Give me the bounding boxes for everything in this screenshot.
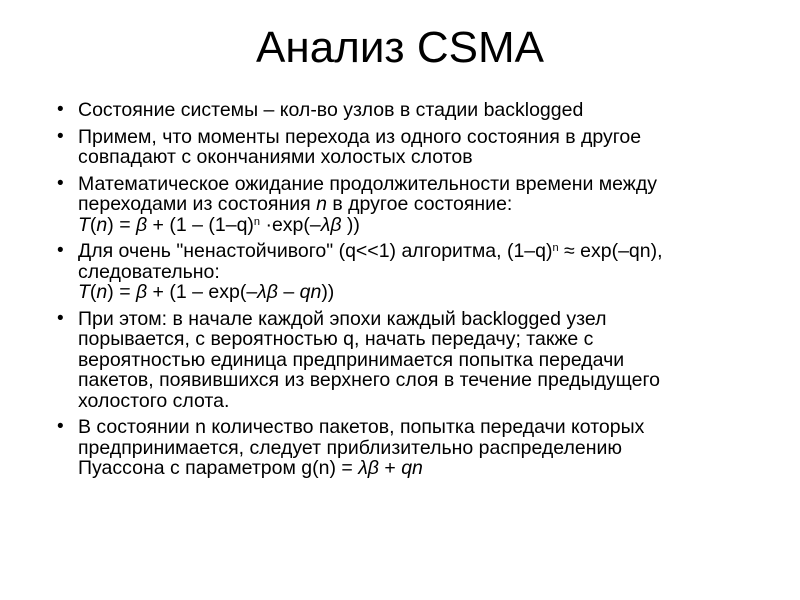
formula-lambda-beta: λβ: [257, 281, 278, 303]
bullet-item-6: [57, 416, 768, 479]
bullet-text: холостого слота.: [78, 389, 230, 412]
bullet-text: В состоянии n количество пакетов, попытка передачи которых: [78, 416, 645, 438]
formula-T: T: [78, 281, 90, 303]
formula-part: )): [341, 213, 360, 236]
bullet-text-line: [78, 241, 768, 262]
bullet-text: Состояние системы – кол-во узлов в стадии backlogged: [78, 99, 584, 121]
formula-part: +: [378, 457, 402, 479]
formula-lambda-beta: λβ: [358, 457, 379, 479]
formula-T: T: [78, 213, 90, 236]
bullet-dot: •: [57, 125, 64, 147]
text-run: переходами из состояния: [78, 193, 317, 215]
bullet-list: [57, 99, 768, 485]
bullet-dot: •: [57, 240, 64, 261]
text-run: в другое состояние:: [326, 193, 513, 215]
bullet-item-4: [57, 240, 768, 303]
bullet-text: порывается, с вероятностью q, начать передачу; также с: [78, 328, 594, 350]
formula-part: (: [89, 213, 97, 236]
formula-superscript: n: [552, 242, 559, 254]
bullet-dot: •: [57, 99, 64, 120]
formula-part: ) =: [107, 213, 136, 236]
bullet-text: пакетов, появившихся из верхнего слоя в течение предыдущего: [78, 369, 660, 391]
bullet-text: Математическое ожидание продолжительности времени между: [78, 172, 657, 195]
formula-part: ) =: [107, 281, 136, 303]
bullet-text: Примем, что моменты перехода из одного состояния в другое: [78, 125, 642, 148]
formula-part: (: [89, 281, 97, 303]
bullet-dot: •: [57, 172, 64, 194]
bullet-item-5: [57, 307, 768, 412]
formula-n: n: [96, 281, 108, 303]
variable-n: n: [316, 193, 327, 215]
formula-qn: qn: [401, 457, 423, 479]
bullet-dot: •: [57, 416, 64, 437]
formula-part: + (1 – (1–q): [147, 213, 254, 236]
formula-line: [78, 215, 768, 236]
bullet-text: совпадают с окончаниями холостых слотов: [78, 146, 473, 168]
formula-line: [78, 282, 768, 303]
formula-part: + (1 – exp(–: [147, 281, 258, 303]
bullet-text-line: [78, 458, 768, 479]
bullet-text-line: [78, 194, 768, 215]
formula-n: n: [96, 213, 108, 236]
bullet-item-1: [57, 99, 768, 121]
bullet-text: При этом: в начале каждой эпохи каждый backlogged узел: [78, 307, 607, 330]
formula-part: ·exp(–: [260, 213, 321, 236]
formula-qn: qn: [299, 281, 322, 303]
formula-beta: β: [136, 281, 148, 303]
formula-lambda-beta: λβ: [320, 213, 342, 236]
bullet-item-2: [57, 125, 768, 168]
bullet-item-3: [57, 172, 768, 236]
slide-title: Анализ CSMA: [256, 23, 544, 72]
formula-beta: β: [136, 213, 148, 236]
formula-part: )): [321, 281, 335, 303]
formula-part: –: [277, 281, 300, 303]
bullet-dot: •: [57, 307, 64, 329]
bullet-text: вероятностью единица предпринимается попытка передачи: [78, 348, 625, 371]
text-run: ≈ exp(–qn),: [558, 240, 663, 262]
formula-superscript: n: [253, 215, 261, 228]
text-run: Пуассона с параметром g(n) =: [78, 457, 359, 479]
bullet-text: предпринимается, следует приблизительно распределению: [78, 436, 622, 459]
text-run: Для очень "ненастойчивого" (q<<1) алгоритма, (1–q): [78, 240, 553, 262]
bullet-text: следовательно:: [78, 260, 220, 283]
